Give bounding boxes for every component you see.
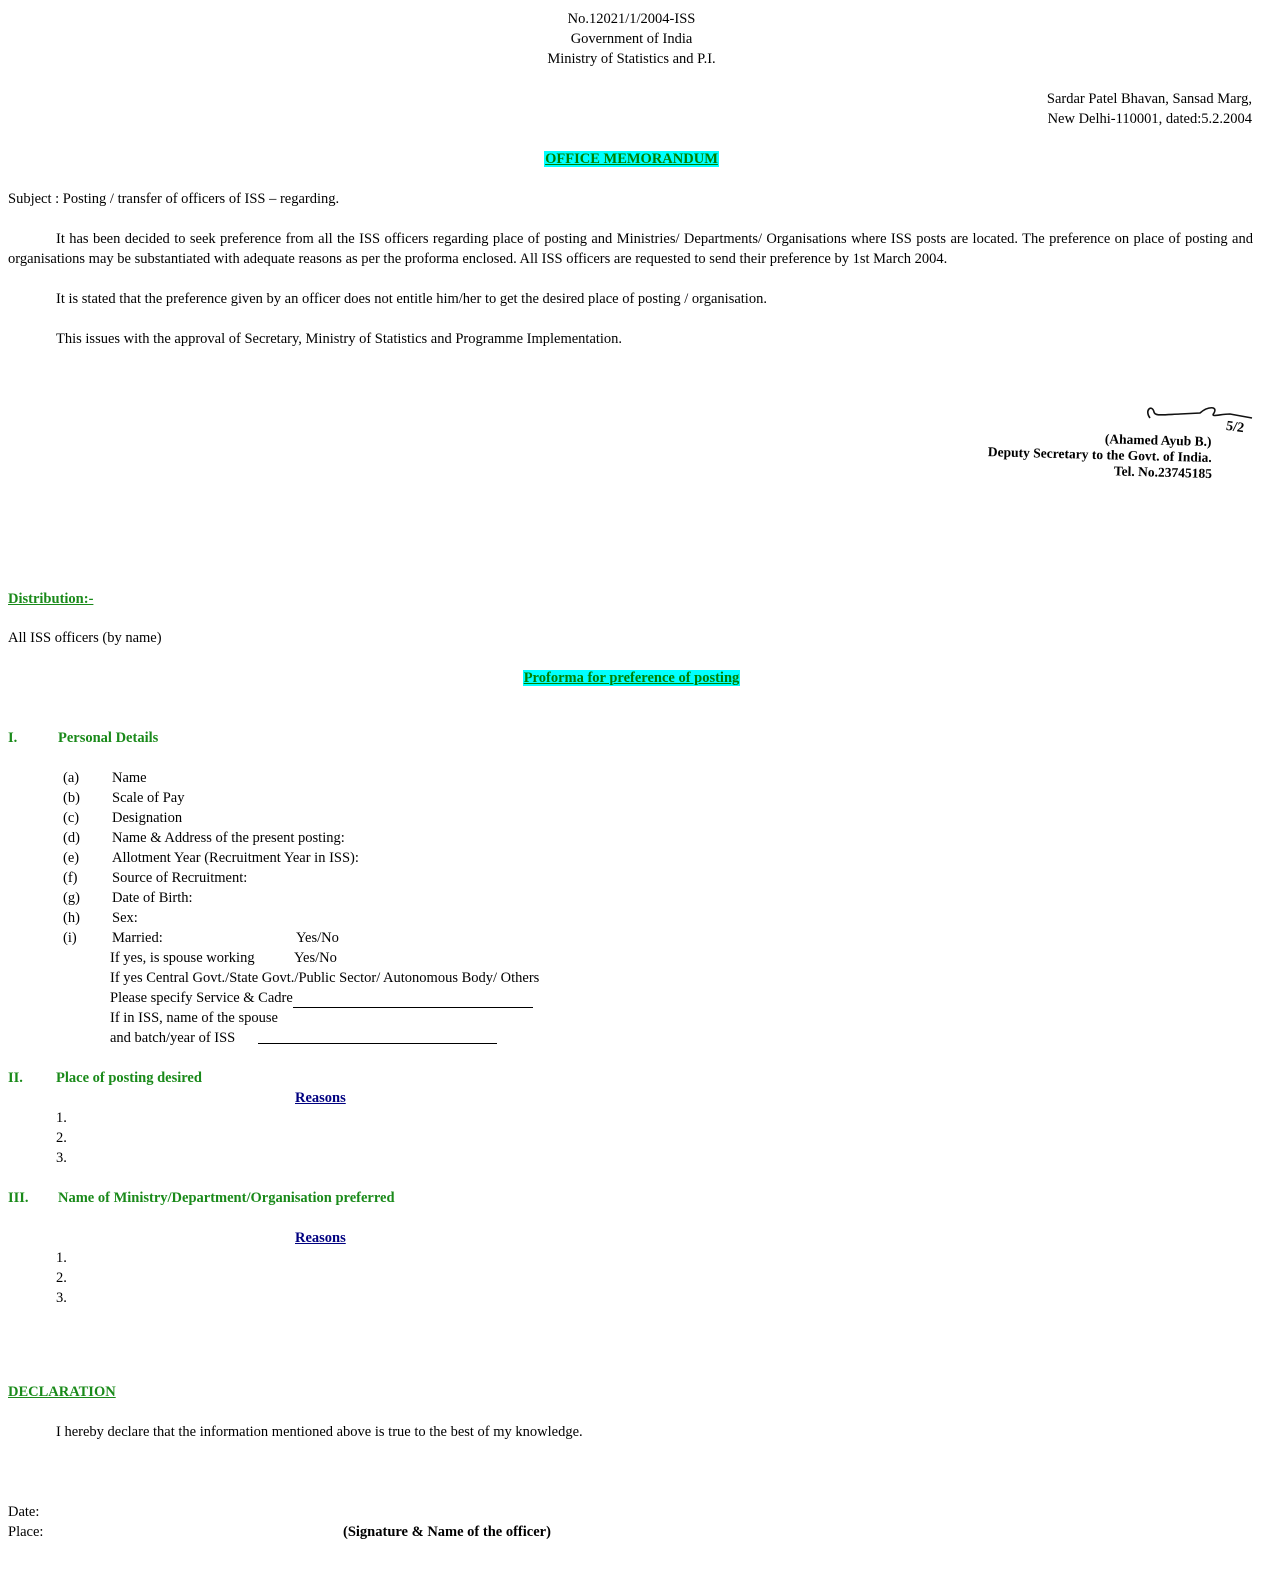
item-text: Designation — [112, 810, 183, 826]
item-text: Name & Address of the present posting: — [112, 830, 345, 846]
item-text: Sex: — [112, 910, 138, 926]
memo-title-wrap — [0, 149, 1263, 169]
officer-signature-label: (Signature & Name of the officer) — [343, 1524, 551, 1540]
item-text: Name — [112, 770, 147, 786]
item-label: (g) — [63, 890, 80, 906]
item-text: Source of Recruitment: — [112, 870, 248, 886]
subject-line: Subject : Posting / transfer of officers of ISS – regarding. — [8, 191, 340, 207]
proforma-title: Proforma for preference of posting — [523, 670, 740, 686]
date-label: Date: — [8, 1504, 40, 1520]
distribution-heading: Distribution:- — [8, 591, 94, 607]
address-line-1: Sardar Patel Bhavan, Sansad Marg, — [1046, 91, 1252, 107]
distribution-text: All ISS officers (by name) — [8, 630, 162, 646]
list-item: 1. — [56, 1250, 67, 1266]
spouse-batch-blank[interactable] — [258, 1029, 497, 1044]
section-1-number: I. — [8, 730, 18, 746]
spouse-working-text: If yes, is spouse working — [110, 950, 255, 966]
section-3-heading: Name of Ministry/Department/Organisation preferred — [58, 1190, 395, 1206]
item-text: Married: — [112, 930, 163, 946]
section-2-reasons-heading: Reasons — [295, 1090, 346, 1106]
declaration-heading: DECLARATION — [8, 1384, 116, 1400]
memo-paragraph-2: It is stated that the preference given by an officer does not entitle him/her to get the desired place of posting / organisation. — [56, 291, 767, 307]
spouse-working-option: Yes/No — [294, 950, 337, 966]
signatory-name: (Ahamed Ayub B.) — [1104, 431, 1212, 449]
signature-date-mark: 5/2 — [1225, 418, 1245, 437]
section-3-number: III. — [8, 1190, 29, 1206]
service-cadre-blank[interactable] — [293, 993, 533, 1008]
batch-year-label: and batch/year of ISS — [110, 1030, 236, 1046]
section-3-reasons-heading: Reasons — [295, 1230, 346, 1246]
proforma-title-wrap — [0, 668, 1263, 688]
item-label: (e) — [63, 850, 80, 866]
government-name: Government of India — [570, 31, 693, 47]
item-text: Date of Birth: — [112, 890, 193, 906]
item-label: (f) — [63, 870, 78, 886]
section-1-heading: Personal Details — [58, 730, 159, 746]
married-option: Yes/No — [296, 930, 339, 946]
list-item: 1. — [56, 1110, 67, 1126]
memo-title: OFFICE MEMORANDUM — [545, 151, 718, 167]
signatory-designation: Deputy Secretary to the Govt. of India. — [987, 444, 1212, 465]
list-item: 2. — [56, 1270, 67, 1286]
memo-paragraph-3: This issues with the approval of Secretary, Ministry of Statistics and Programme Implementation. — [56, 331, 623, 347]
file-number: No.12021/1/2004-ISS — [567, 11, 696, 27]
signatory-telephone: Tel. No.23745185 — [1113, 463, 1212, 481]
list-item: 2. — [56, 1130, 67, 1146]
spouse-employer-types: If yes Central Govt./State Govt./Public Sector/ Autonomous Body/ Others — [110, 970, 540, 986]
specify-service-row — [110, 988, 533, 1008]
place-label: Place: — [8, 1524, 44, 1540]
section-2-number: II. — [8, 1070, 23, 1086]
ministry-name: Ministry of Statistics and P.I. — [547, 51, 716, 67]
item-label: (b) — [63, 790, 80, 806]
spouse-name-label: If in ISS, name of the spouse — [110, 1010, 278, 1026]
item-label: (d) — [63, 830, 80, 846]
item-label: (h) — [63, 910, 80, 926]
list-item: 3. — [56, 1290, 67, 1306]
list-item: 3. — [56, 1150, 67, 1166]
declaration-text: I hereby declare that the information mentioned above is true to the best of my knowledge. — [56, 1424, 583, 1440]
item-label: (a) — [63, 770, 80, 786]
memo-paragraph-1: It has been decided to seek preference from all the ISS officers regarding place of posting and Ministries/ Departments/ Organisations where ISS posts are located. The preference on place of posting and organisations may be substantiated with adequate reasons as per the proforma enclosed. All ISS officers are requested to send their preference by 1st March 2004. — [8, 231, 1253, 267]
item-text: Scale of Pay — [112, 790, 185, 806]
item-text: Allotment Year (Recruitment Year in ISS): — [112, 850, 359, 866]
item-label: (i) — [63, 930, 77, 946]
address-line-2: New Delhi-110001, dated:5.2.2004 — [1047, 111, 1252, 127]
item-label: (c) — [63, 810, 80, 826]
specify-service-label: Please specify Service & Cadre — [110, 990, 293, 1006]
section-2-heading: Place of posting desired — [56, 1070, 202, 1086]
